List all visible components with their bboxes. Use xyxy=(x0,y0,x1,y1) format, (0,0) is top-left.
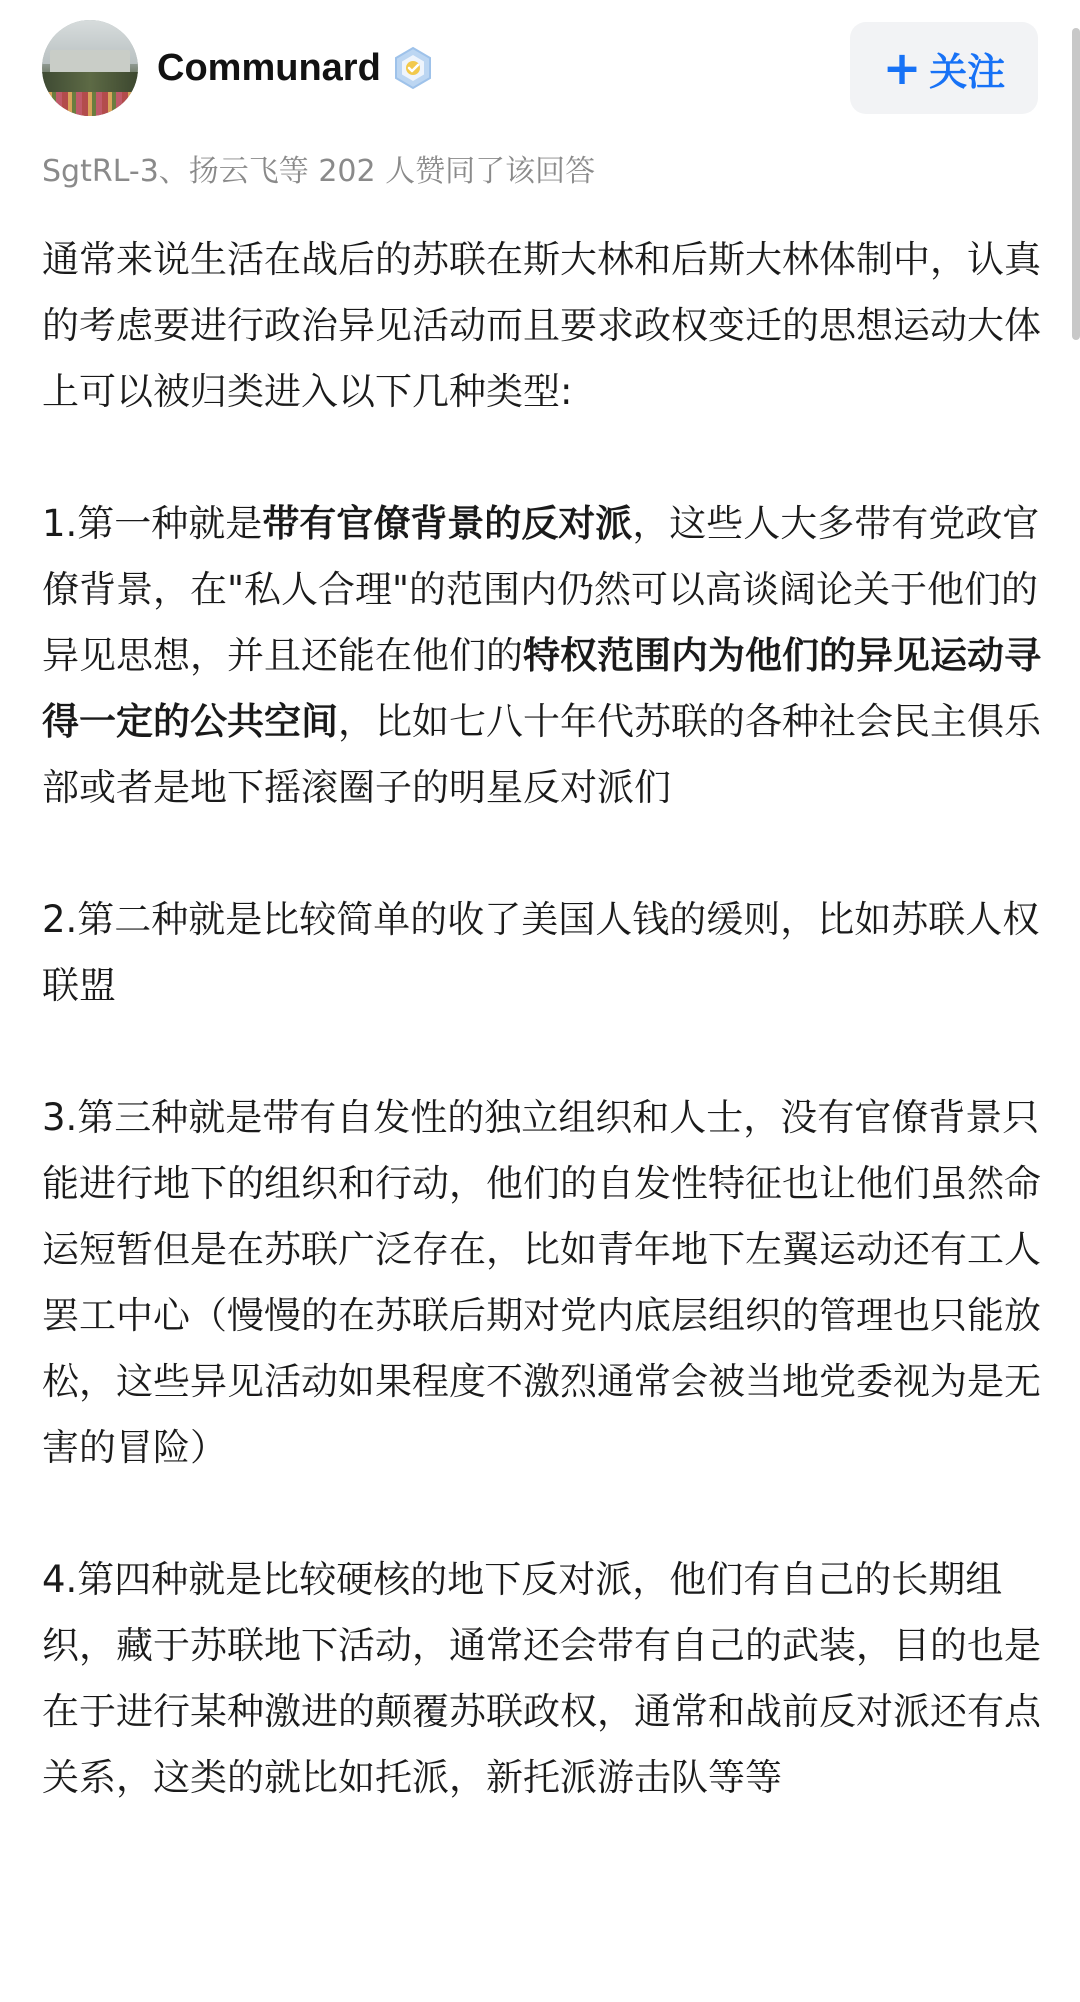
answer-item-2: 2.第二种就是比较简单的收了美国人钱的缓则，比如苏联人权联盟 xyxy=(42,898,1040,1007)
plus-icon: + xyxy=(882,41,922,95)
answer-item-4: 4.第四种就是比较硬核的地下反对派，他们有自己的长期组织，藏于苏联地下活动，通常还会带有自己的武装，目的也是在于进行某种激进的颠覆苏联政权，通常和战前反对派还有点关系，这类的就比如托派，新托派游击队等等 xyxy=(42,1558,1041,1799)
item1-middle: ，这些人大多带有党政官僚背景，在"私人合理"的范围内仍然可以高谈阔论关于他们的异见思想，并且还能在他们的 xyxy=(42,502,1040,677)
item1-bold-1: 带有官僚背景的反对派 xyxy=(262,502,633,545)
avatar-flowers xyxy=(42,92,138,116)
author-name[interactable]: Communard xyxy=(157,47,381,89)
answer-intro: 通常来说生活在战后的苏联在斯大林和后斯大林体制中，认真的考虑要进行政治异见活动而且要求政权变迁的思想运动大体上可以被归类进入以下几种类型: xyxy=(42,238,1041,413)
avatar[interactable] xyxy=(42,20,138,116)
follow-button[interactable] xyxy=(850,22,1038,114)
answer-header xyxy=(0,0,1080,140)
avatar-trees xyxy=(42,72,138,94)
answer-content xyxy=(42,227,1042,1811)
item1-prefix: 1.第一种就是 xyxy=(42,502,263,545)
answer-item-3: 3.第三种就是带有自发性的独立组织和人士，没有官僚背景只能进行地下的组织和行动，他们的自发性特征也让他们虽然命运短暂但是在苏联广泛存在，比如青年地下左翼运动还有工人罢工中心（慢慢的在苏联后期对党内底层组织的管理也只能放松，这些异见活动如果程度不激烈通常会被当地党委视为是无害的冒险） xyxy=(42,1096,1041,1469)
upvote-summary[interactable]: SgtRL-3、扬云飞等 202 人赞同了该回答 xyxy=(42,154,596,189)
answer-item-1 xyxy=(42,491,1042,821)
item1-suffix: ，比如七八十年代苏联的各种社会民主俱乐部或者是地下摇滚圈子的明星反对派们 xyxy=(42,700,1041,809)
item1-bold-2: 特权范围内为他们的异见运动寻得一定的公共空间 xyxy=(42,634,1041,743)
verified-badge-icon xyxy=(391,46,435,90)
scrollbar[interactable] xyxy=(1072,28,1080,340)
follow-button-label: 关注 xyxy=(929,49,1006,94)
